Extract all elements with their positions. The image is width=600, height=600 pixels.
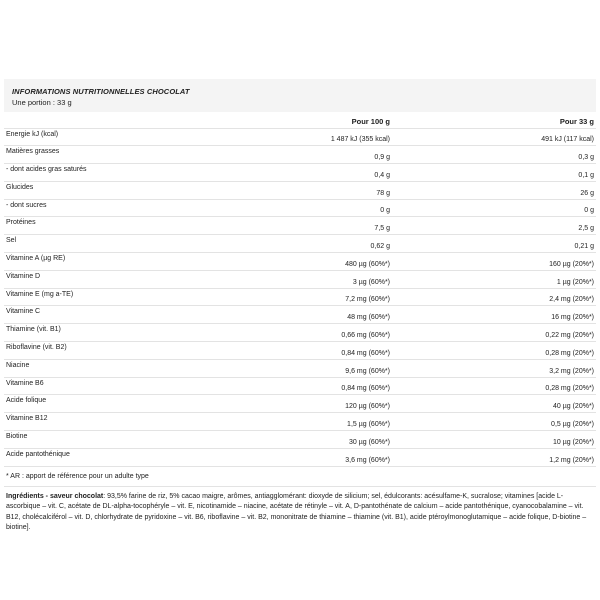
table-row: [4, 342, 596, 360]
value-per-100g: 48 mg (60%*): [347, 314, 390, 322]
nutrient-name: Vitamine B12: [6, 415, 48, 423]
table-row: [4, 431, 596, 449]
table-row: [4, 413, 596, 431]
table-row: [4, 217, 596, 235]
value-per-33g: 2,4 mg (20%*): [549, 296, 594, 304]
header-per-33g: Pour 33 g: [394, 112, 596, 128]
value-per-100g: 0,9 g: [374, 154, 390, 162]
table-body: [4, 128, 596, 466]
value-per-33g: 0,3 g: [578, 154, 594, 162]
nutrient-name: Sel: [6, 237, 17, 245]
value-per-33g: 491 kJ (117 kcal): [541, 136, 594, 144]
table-row: [4, 288, 596, 306]
value-per-33g: 40 µg (20%*): [553, 403, 594, 411]
title-box: [4, 79, 596, 112]
nutrient-name: - dont sucres: [6, 201, 47, 209]
value-per-100g: 7,2 mg (60%*): [345, 296, 390, 304]
value-per-33g: 0,22 mg (20%*): [545, 332, 594, 340]
value-per-33g: 2,5 g: [578, 225, 594, 233]
table-row: [4, 395, 596, 413]
nutrient-name: Vitamine B6: [6, 379, 44, 387]
value-per-33g: 160 µg (20%*): [549, 260, 594, 268]
ingredients-text: [4, 487, 596, 534]
ingredients-list: : 93,5% farine de riz, 5% cacao maigre, arômes, antiagglomérant: dioxyde de silicium; sel, édulcorants: acésulfame-K, sucralose; vitamines [acide L-ascorbique – vit. C, acétate de DL-alpha-tocophéryle – vit. E, nicotinamide – niacine, acétate de rétinyle – vit. A, D-pantothénate de calcium – acide pantothénique, cyanocobalamine – vit. B12, cholécalciférol – vit. D, chlorhydrate de pyridoxine – vit. B6, riboflavine – vit. B2, mononitrate de thiamine – thiamine (vit. B1), acide ptéroylmonoglutamique – acide folique, D-biotine – biotine].: [6, 492, 587, 532]
table-row: [4, 235, 596, 253]
value-per-100g: 120 µg (60%*): [345, 403, 390, 411]
portion-size: Une portion : 33 g: [12, 98, 72, 107]
value-per-33g: 0,1 g: [578, 171, 594, 179]
nutrient-name: Vitamine C: [6, 308, 41, 316]
value-per-100g: 0,84 mg (60%*): [341, 385, 390, 393]
nutrient-name: Acide pantothénique: [6, 450, 70, 458]
nutrient-name: Biotine: [6, 433, 28, 441]
nutrient-name: Vitamine D: [6, 272, 41, 280]
value-per-33g: 26 g: [580, 189, 594, 197]
nutrient-name: Glucides: [6, 183, 34, 191]
value-per-100g: 3,6 mg (60%*): [345, 456, 390, 464]
value-per-100g: 30 µg (60%*): [349, 438, 390, 446]
table-row: [4, 253, 596, 271]
nutrient-name: Vitamine A (µg RE): [6, 255, 66, 263]
value-per-33g: 0,28 mg (20%*): [545, 385, 594, 393]
table-row: [4, 306, 596, 324]
value-per-100g: 78 g: [376, 189, 390, 197]
nutrient-name: Acide folique: [6, 397, 47, 405]
value-per-100g: 0,62 g: [370, 243, 390, 251]
nutrient-name: Vitamine E (mg a-TE): [6, 290, 74, 298]
table-row: [4, 181, 596, 199]
table-row: [4, 377, 596, 395]
ingredients-label: Ingrédients - saveur chocolat: [6, 492, 104, 500]
table-row: [4, 359, 596, 377]
nutrient-name: Riboflavine (vit. B2): [6, 344, 67, 352]
table-row: [4, 270, 596, 288]
table-row: [4, 128, 596, 146]
nutrient-name: Thiamine (vit. B1): [6, 326, 61, 334]
value-per-33g: 1,2 mg (20%*): [549, 456, 594, 464]
table-header-row: [4, 112, 596, 128]
value-per-100g: 0 g: [380, 207, 390, 215]
value-per-100g: 0,66 mg (60%*): [341, 332, 390, 340]
value-per-33g: 0,21 g: [574, 243, 594, 251]
value-per-100g: 1,5 µg (60%*): [347, 421, 390, 429]
table-row: [4, 164, 596, 182]
nutrition-panel: [4, 79, 596, 534]
nutrient-name: Energie kJ (kcal): [6, 130, 59, 138]
page-title: INFORMATIONS NUTRITIONNELLES CHOCOLAT: [12, 87, 190, 96]
value-per-33g: 0,28 mg (20%*): [545, 349, 594, 357]
nutrient-name: Matières grasses: [6, 148, 60, 156]
value-per-100g: 9,6 mg (60%*): [345, 367, 390, 375]
nutrient-name: - dont acides gras saturés: [6, 166, 87, 174]
value-per-100g: 0,84 mg (60%*): [341, 349, 390, 357]
value-per-33g: 0 g: [584, 207, 594, 215]
table-row: [4, 324, 596, 342]
value-per-100g: 0,4 g: [374, 171, 390, 179]
footnote: * AR : apport de référence pour un adulte type: [4, 467, 596, 487]
value-per-33g: 10 µg (20%*): [553, 438, 594, 446]
table-row: [4, 146, 596, 164]
value-per-33g: 0,5 µg (20%*): [551, 421, 594, 429]
nutrient-name: Protéines: [6, 219, 36, 227]
value-per-33g: 16 mg (20%*): [551, 314, 594, 322]
nutrition-table: [4, 112, 596, 467]
table-row: [4, 199, 596, 217]
value-per-100g: 7,5 g: [374, 225, 390, 233]
value-per-100g: 3 µg (60%*): [352, 278, 390, 286]
value-per-33g: 3,2 mg (20%*): [549, 367, 594, 375]
nutrient-name: Niacine: [6, 361, 30, 369]
header-nutrient: [4, 112, 224, 128]
header-per-100g: Pour 100 g: [224, 112, 394, 128]
table-row: [4, 448, 596, 466]
value-per-100g: 1 487 kJ (355 kcal): [330, 136, 390, 144]
value-per-100g: 480 µg (60%*): [345, 260, 390, 268]
value-per-33g: 1 µg (20%*): [556, 278, 594, 286]
